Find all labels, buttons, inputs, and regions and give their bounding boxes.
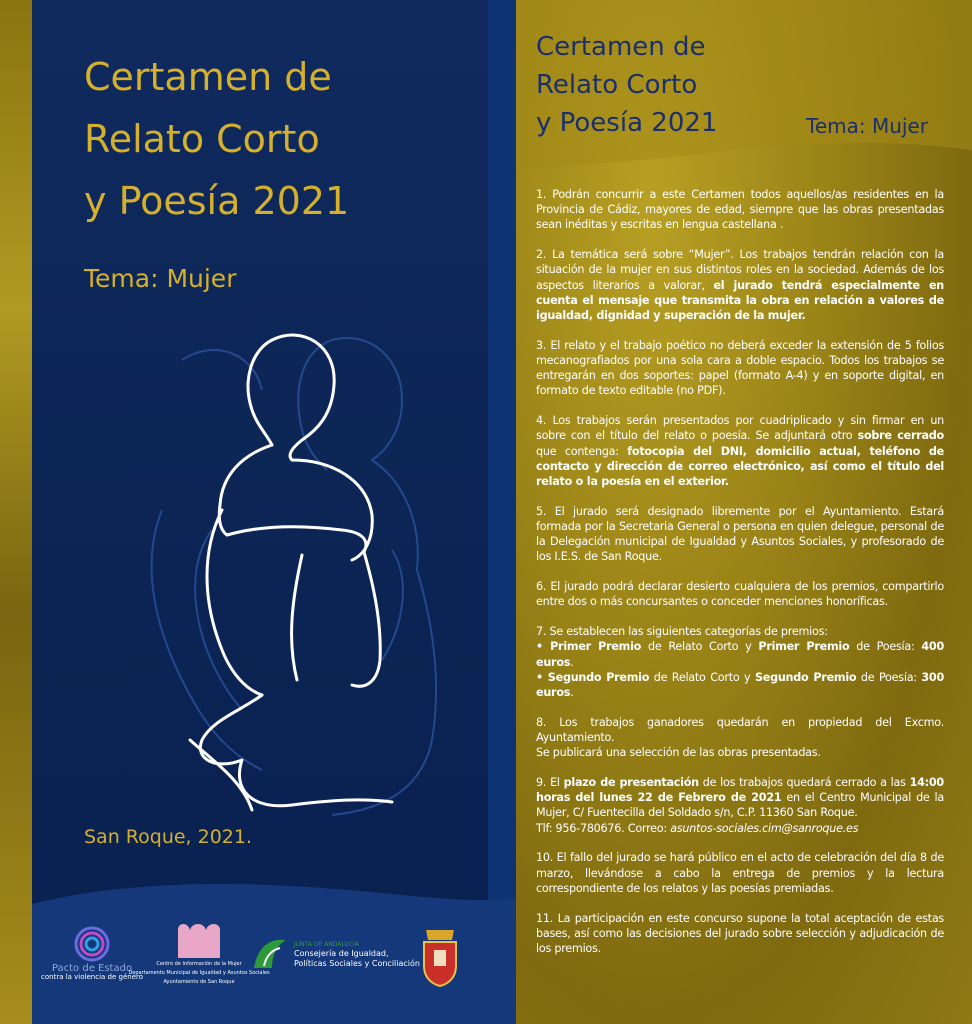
rule-8 <box>536 715 944 761</box>
rule-4-bold-d: fotocopia del DNI, domicilio actual, teléfono de contacto y dirección de correo electrónico, así como el título del relato o la poesía en el exterior. <box>536 444 944 489</box>
left-stripe <box>488 0 516 1024</box>
right-rules-panel <box>516 0 972 1024</box>
rule-3: 3. El relato y el trabajo poético no deberá exceder la extensión de 5 folios mecanografiados por una sola cara a doble espacio. Todos los trabajos se entregarán en dos soportes: papel (formato A-4) y en soporte digital, en formato de texto editable (no PDF). <box>536 338 944 398</box>
rule-6: 6. El jurado podrá declarar desierto cualquiera de los premios, compartirlo entre dos o más concursantes o conceder menciones honoríficas. <box>536 580 944 609</box>
rules-title <box>536 28 717 142</box>
san-roque-crest <box>418 926 462 988</box>
cim-line-1: Centro de Información de la Mujer <box>156 961 242 967</box>
woman-line-illustration <box>102 320 462 830</box>
prize-2-amount: 300 euros <box>536 670 944 700</box>
rule-4 <box>536 413 944 489</box>
junta-text <box>294 940 420 969</box>
junta-logo <box>250 936 420 972</box>
prize-1-b: de Relato Corto y <box>641 640 759 654</box>
junta-emblem-icon <box>250 936 290 972</box>
rules-title-line-2: Relato Corto <box>536 70 698 100</box>
prize-2-a: • Segundo Premio <box>536 670 650 684</box>
poster-theme: Tema: Mujer <box>84 264 237 293</box>
rule-9-b: plazo de presentación <box>563 776 699 790</box>
poster-title-line-1: Certamen de <box>84 55 332 99</box>
rule-8-b: Se publicará una selección de las obras presentadas. <box>536 746 821 760</box>
rule-11: 11. La participación en este concurso supone la total aceptación de estas bases, así como las decisiones del jurado sobre selección y adjudicación de los premios. <box>536 911 944 956</box>
rules-title-line-3: y Poesía 2021 <box>536 108 718 138</box>
rule-9-deadline: 14:00 horas del lunes 22 de Febrero de 2021 <box>536 776 944 805</box>
prize-1-d: de Poesía: <box>849 640 922 654</box>
rule-2 <box>536 247 944 323</box>
rule-1: 1. Podrán concurrir a este Certamen todos aquellos/as residentes en la Provincia de Cádiz, mayores de edad, siempre que las obras presentadas sean inéditas y escritas en lengua castellana . <box>536 188 944 232</box>
cim-line-2: Departamento Municipal de Igualdad y Asuntos Sociales <box>128 970 270 976</box>
rule-9-e: en el Centro Municipal de la Mujer, C/ Fuentecilla del Soldado s/n, C.P. 11360 San Roque. <box>536 791 944 820</box>
rules-title-line-1: Certamen de <box>536 32 706 62</box>
rules-list <box>536 187 944 971</box>
junta-top: JUNTA DE ANDALUCÍA <box>294 940 359 948</box>
rule-9-c: de los trabajos quedará cerrado a las <box>698 776 910 790</box>
rule-5: 5. El jurado será designado libremente por el Ayuntamiento. Estará formada por la Secretaria General o persona en quien delegue, personal de la Delegación municipal de Igualdad y Asuntos Sociales, y profesorado de los I.E.S. de San Roque. <box>536 504 944 564</box>
rule-9-a: 9. El <box>536 776 564 790</box>
prize-2-b: de Relato Corto y <box>649 670 755 684</box>
prize-1-a: • Primer Premio <box>536 640 642 654</box>
rule-7-intro: 7. Se establecen las siguientes categorías de premios: <box>536 625 828 639</box>
rule-2-text: 2. La temática será sobre “Mujer”. Los trabajos tendrán relación con la situación de la mujer en sus distintos roles en la sociedad. Además de los aspectos literarios a valorar, <box>536 248 944 292</box>
left-poster-panel <box>32 0 516 1024</box>
poster-title-line-2: Relato Corto <box>84 117 320 161</box>
pacto-subtitle: contra la violencia de género <box>41 973 144 981</box>
logo-row <box>32 920 516 1020</box>
prize-2-c: Segundo Premio <box>754 670 857 684</box>
coat-of-arms-icon <box>420 926 460 988</box>
poster-title-line-3: y Poesía 2021 <box>84 179 350 223</box>
rule-4-text-c: que contenga: <box>536 444 628 458</box>
poster-title <box>84 46 484 232</box>
rule-10: 10. El fallo del jurado se hará público en el acto de celebración del día 8 de marzo, llevándose a cabo la entrega de premios y la lectura correspondiente de los relatos y las poesías premiadas. <box>536 851 944 895</box>
pacto-title: Pacto de Estado <box>51 963 133 974</box>
cim-logo <box>128 920 270 987</box>
pacto-logo <box>42 924 142 982</box>
junta-line-2: Políticas Sociales y Conciliación <box>294 958 420 968</box>
junta-line-1: Consejería de Igualdad, <box>294 948 389 958</box>
rule-9 <box>536 775 944 836</box>
prize-1-amount: 400 euros <box>536 640 944 669</box>
pacto-circles-icon <box>70 924 114 964</box>
cim-m-icon <box>172 920 226 960</box>
prize-1-f: . <box>570 655 574 669</box>
cim-line-3: Ayuntamiento de San Roque <box>163 979 235 985</box>
rules-theme: Tema: Mujer <box>806 114 928 138</box>
rule-8-a: 8. Los trabajos ganadores quedarán en propiedad del Excmo. Ayuntamiento. <box>536 715 944 745</box>
rule-4-bold-b: sobre cerrado <box>857 429 944 443</box>
prize-2-f: . <box>570 686 574 700</box>
contact-email[interactable]: asuntos-sociales.cim@sanroque.es <box>670 821 859 835</box>
poster-place-date: San Roque, 2021. <box>84 826 253 848</box>
prize-1-c: Primer Premio <box>758 640 850 654</box>
rule-2-bold: el jurado tendrá especialmente en cuenta el mensaje que transmita la obra en relación a valores de igualdad, dignidad y superación de la mujer. <box>536 278 944 323</box>
prize-2-d: de Poesía: <box>856 670 922 684</box>
left-gold-edge <box>0 0 32 1024</box>
rule-4-text-a: 4. Los trabajos serán presentados por cuadriplicado y sin firmar en un sobre con el título del relato o poesía. Se adjuntará otro <box>536 414 944 443</box>
rule-9-f: Tlf: 956-780676. Correo: <box>536 821 671 835</box>
rule-7 <box>536 624 944 700</box>
